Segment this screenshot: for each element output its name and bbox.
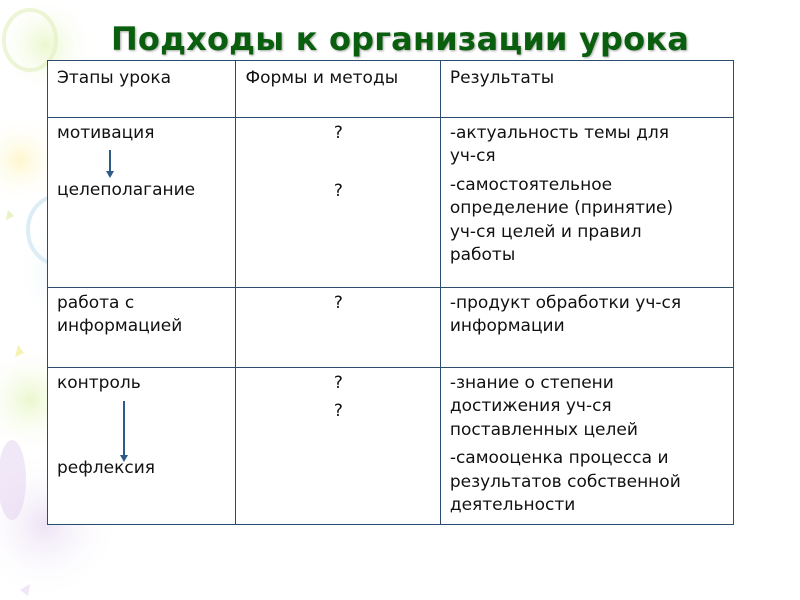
table-row-motivation [48,118,734,288]
slide-title: Подходы к организации урока [110,20,690,58]
stages-cell [48,288,236,367]
arrow-head-icon [106,171,114,178]
stage-reflection: рефлексия [57,457,155,478]
result-line: -знание о степени [449,372,614,393]
results-cell [440,288,733,367]
stages-cell [48,367,236,524]
header-stages [48,61,236,118]
result-line: поставленных целей [449,419,638,440]
result-line: -самостоятельное [449,175,613,196]
down-arrow-icon [109,150,111,172]
result-line: достижения уч-ся [449,395,612,416]
result-line: уч-ся [449,146,496,167]
result-line: -актуальность темы для [449,123,669,144]
stage-motivation: мотивация [57,123,155,144]
results-cell [440,118,733,288]
methods-cell [236,367,440,524]
method-placeholder: ? [333,293,343,314]
result-line: информации [449,316,565,337]
method-placeholder: ? [333,181,343,202]
method-placeholder: ? [333,123,343,144]
lesson-approaches-table [47,60,734,525]
header-methods-label: Формы и методы [245,68,399,88]
method-placeholder: ? [333,400,343,421]
result-line: -продукт обработки уч-ся [449,293,682,314]
header-results [440,61,733,118]
result-line: -самооценка процесса и [449,447,669,468]
result-line: работы [449,245,516,266]
table-row-control [48,367,734,524]
results-cell [440,367,733,524]
result-line: деятельности [449,494,576,515]
table-row-information [48,288,734,367]
methods-cell [236,118,440,288]
methods-cell [236,288,440,367]
header-stages-label: Этапы урока [57,68,172,88]
stages-cell [48,118,236,288]
table-header-row [48,61,734,118]
result-line: уч-ся целей и правил [449,222,642,243]
stage-goal-setting: целеполагание [57,180,196,201]
header-results-label: Результаты [449,68,555,88]
stage-line: работа с [57,293,135,314]
method-placeholder: ? [333,372,343,393]
stage-control: контроль [57,372,141,393]
result-line: определение (принятие) [449,198,674,219]
result-line: результатов собственной [449,471,681,492]
stage-line: информацией [57,316,183,337]
header-methods [236,61,440,118]
down-arrow-icon [123,401,125,456]
